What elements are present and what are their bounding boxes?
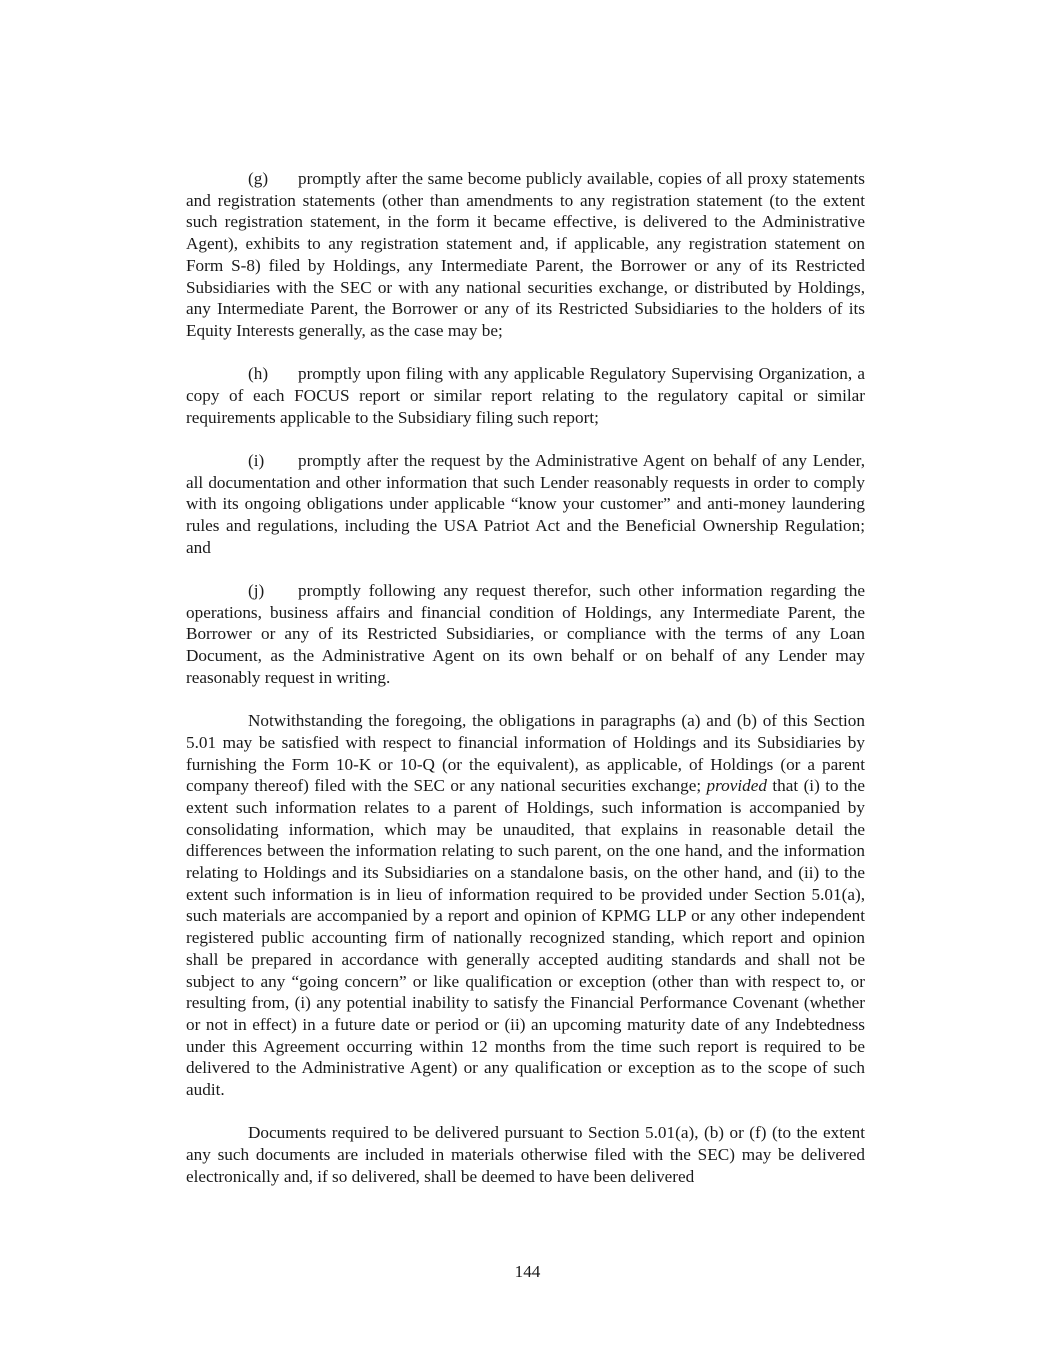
paragraph-notwithstanding — [186, 710, 865, 1101]
paragraph-emphasis: provided — [706, 776, 767, 796]
paragraph-text: promptly following any request therefor, such other information regarding the operations, business affairs and financial condition of Holdings, any Intermediate Parent, the Borrower or any of its Restricted Subsidiaries, or compliance with the terms of any Loan Document, as the Administrative Agent on its own behalf or on behalf of any Lender may reasonably request in writing. — [186, 581, 865, 687]
paragraph-text: promptly after the same become publicly available, copies of all proxy statements and registration statements (other than amendments to any registration statement (to the extent such registration statement, in the form it became effective, is delivered to the Administrative Agent), exhibits to any registration statement and, if applicable, any registration statement on Form S-8) filed by Holdings, any Intermediate Parent, the Borrower or any of its Restricted Subsidiaries with the SEC or with any national securities exchange, or distributed by Holdings, any Intermediate Parent, the Borrower or any of its Restricted Subsidiaries to the holders of its Equity Interests generally, as the case may be; — [186, 169, 865, 340]
paragraph-i — [186, 450, 865, 559]
paragraph-text-before: Notwithstanding the foregoing, the obligations in paragraphs (a) and (b) of this Section 5.01 may be satisfied with respect to financial information of Holdings and its Subsidiaries by furnishing the Form 10-K or 10-Q (or the equivalent), as applicable, of Holdings (or a parent company thereof) filed with the SEC or any national securities exchange; — [186, 711, 865, 796]
paragraph-label: (g) — [248, 169, 269, 188]
paragraph-text-after: that (i) to the extent such information relates to a parent of Holdings, such information is accompanied by consolidating information, which may be unaudited, that explains in reasonable detail the differences between the information relating to such parent, on the one hand, and the information relating to Holdings and its Subsidiaries on a standalone basis, on the other hand, and (ii) to the extent such information is in lieu of information required to be provided under Section 5.01(a), such materials are accompanied by a report and opinion of KPMG LLP or any other independent registered public accounting firm of nationally recognized standing, which report and opinion shall be prepared in accordance with generally accepted auditing standards and shall not be subject to any “going concern” or like qualification or exception (other than with respect to, or resulting from, (i) any potential inability to satisfy the Financial Performance Covenant (whether or not in effect) in a future date or period or (ii) an upcoming maturity date of any Indebtedness under this Agreement occurring within 12 months from the time such report is required to be delivered to the Administrative Agent) or any qualification or exception as to the scope of such audit. — [186, 776, 865, 1100]
paragraph-text: Documents required to be delivered pursuant to Section 5.01(a), (b) or (f) (to the extent any such documents are included in materials otherwise filed with the SEC) may be delivered electronically and, if so delivered, shall be deemed to have been delivered — [186, 1123, 865, 1186]
paragraph-label: (h) — [248, 364, 269, 384]
page-number: 144 — [514, 1262, 541, 1281]
paragraph-documents — [186, 1122, 865, 1187]
paragraph-text: promptly upon filing with any applicable Regulatory Supervising Organization, a copy of each FOCUS report or similar report relating to the regulatory capital or similar requirements applicable to the Subsidiary filing such report; — [186, 364, 865, 427]
paragraph-label: (i) — [248, 450, 265, 470]
document-body — [186, 168, 865, 1209]
paragraph-label: (j) — [248, 581, 265, 601]
paragraph-g — [186, 168, 865, 342]
paragraph-text: promptly after the request by the Administrative Agent on behalf of any Lender, all documentation and other information that such Lender reasonably requests in order to comply with its ongoing obligations under applicable “know your customer” and anti-money laundering rules and regulations, including the USA Patriot Act and the Beneficial Ownership Regulation; and — [186, 450, 865, 557]
paragraph-j — [186, 580, 865, 689]
paragraph-h — [186, 363, 865, 428]
